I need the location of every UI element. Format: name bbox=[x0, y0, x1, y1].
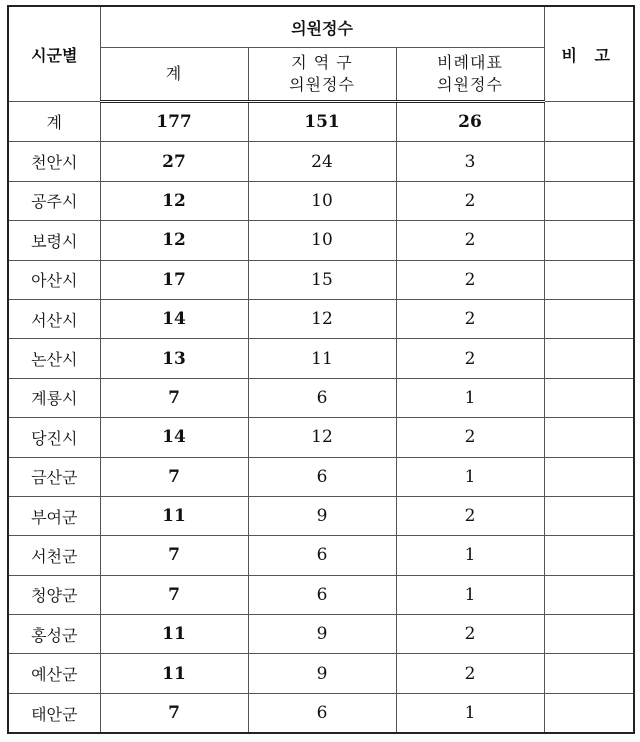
row-note bbox=[544, 654, 634, 693]
row-proportional: 2 bbox=[396, 181, 544, 220]
row-district: 15 bbox=[248, 260, 396, 299]
row-total: 7 bbox=[100, 378, 248, 417]
row-name: 서천군 bbox=[8, 536, 100, 575]
row-note bbox=[544, 142, 634, 181]
row-proportional: 2 bbox=[396, 654, 544, 693]
row-note bbox=[544, 339, 634, 378]
header-prop-line2: 의원정수 bbox=[437, 75, 503, 94]
row-proportional: 3 bbox=[396, 142, 544, 181]
row-total: 7 bbox=[100, 457, 248, 496]
header-proportional bbox=[396, 48, 544, 102]
table-row bbox=[8, 496, 634, 535]
row-proportional: 2 bbox=[396, 615, 544, 654]
row-district: 6 bbox=[248, 457, 396, 496]
row-district: 9 bbox=[248, 654, 396, 693]
row-proportional: 2 bbox=[396, 496, 544, 535]
header-district-line1: 지 역 구 bbox=[291, 53, 353, 72]
row-note bbox=[544, 536, 634, 575]
header-seat-group: 의원정수 bbox=[100, 6, 544, 48]
row-total: 11 bbox=[100, 615, 248, 654]
table-row bbox=[8, 693, 634, 733]
row-note bbox=[544, 496, 634, 535]
table-row bbox=[8, 299, 634, 338]
header-district-line2: 의원정수 bbox=[289, 75, 355, 94]
row-note bbox=[544, 378, 634, 417]
row-note bbox=[544, 615, 634, 654]
table-row bbox=[8, 575, 634, 614]
header-total: 계 bbox=[100, 48, 248, 102]
row-note bbox=[544, 181, 634, 220]
row-total: 27 bbox=[100, 142, 248, 181]
row-name: 청양군 bbox=[8, 575, 100, 614]
row-name: 천안시 bbox=[8, 142, 100, 181]
row-proportional: 1 bbox=[396, 457, 544, 496]
row-district: 11 bbox=[248, 339, 396, 378]
row-district: 12 bbox=[248, 418, 396, 457]
row-name: 보령시 bbox=[8, 221, 100, 260]
table-row bbox=[8, 339, 634, 378]
row-proportional: 26 bbox=[396, 102, 544, 142]
row-district: 6 bbox=[248, 575, 396, 614]
row-total: 7 bbox=[100, 575, 248, 614]
row-total: 14 bbox=[100, 299, 248, 338]
table-row bbox=[8, 536, 634, 575]
row-note bbox=[544, 299, 634, 338]
table-row bbox=[8, 260, 634, 299]
row-name: 계룡시 bbox=[8, 378, 100, 417]
row-name: 당진시 bbox=[8, 418, 100, 457]
table-row bbox=[8, 418, 634, 457]
row-name: 태안군 bbox=[8, 693, 100, 733]
row-name: 공주시 bbox=[8, 181, 100, 220]
table-row bbox=[8, 654, 634, 693]
row-district: 6 bbox=[248, 378, 396, 417]
table-row bbox=[8, 457, 634, 496]
council-seats-table bbox=[7, 5, 635, 734]
row-district: 151 bbox=[248, 102, 396, 142]
table-row bbox=[8, 181, 634, 220]
row-name: 아산시 bbox=[8, 260, 100, 299]
row-district: 10 bbox=[248, 181, 396, 220]
row-total: 12 bbox=[100, 221, 248, 260]
row-total: 13 bbox=[100, 339, 248, 378]
row-note bbox=[544, 693, 634, 733]
header-city: 시군별 bbox=[8, 6, 100, 102]
row-total: 12 bbox=[100, 181, 248, 220]
row-note bbox=[544, 418, 634, 457]
row-proportional: 2 bbox=[396, 299, 544, 338]
row-name: 서산시 bbox=[8, 299, 100, 338]
row-name: 계 bbox=[8, 102, 100, 142]
row-proportional: 2 bbox=[396, 221, 544, 260]
row-proportional: 1 bbox=[396, 693, 544, 733]
table-row bbox=[8, 615, 634, 654]
row-total: 7 bbox=[100, 536, 248, 575]
row-proportional: 1 bbox=[396, 536, 544, 575]
row-district: 9 bbox=[248, 496, 396, 535]
row-proportional: 2 bbox=[396, 260, 544, 299]
header-district bbox=[248, 48, 396, 102]
row-name: 부여군 bbox=[8, 496, 100, 535]
council-seats-table-container bbox=[7, 5, 635, 734]
row-name: 논산시 bbox=[8, 339, 100, 378]
row-proportional: 1 bbox=[396, 378, 544, 417]
row-district: 6 bbox=[248, 536, 396, 575]
table-row bbox=[8, 221, 634, 260]
row-total: 177 bbox=[100, 102, 248, 142]
row-name: 예산군 bbox=[8, 654, 100, 693]
row-total: 11 bbox=[100, 654, 248, 693]
row-total: 17 bbox=[100, 260, 248, 299]
row-proportional: 2 bbox=[396, 339, 544, 378]
row-note bbox=[544, 260, 634, 299]
row-total: 11 bbox=[100, 496, 248, 535]
row-name: 금산군 bbox=[8, 457, 100, 496]
row-note bbox=[544, 221, 634, 260]
row-total: 7 bbox=[100, 693, 248, 733]
row-note bbox=[544, 457, 634, 496]
row-total: 14 bbox=[100, 418, 248, 457]
row-name: 홍성군 bbox=[8, 615, 100, 654]
row-district: 10 bbox=[248, 221, 396, 260]
row-district: 9 bbox=[248, 615, 396, 654]
row-district: 12 bbox=[248, 299, 396, 338]
table-row bbox=[8, 378, 634, 417]
row-district: 24 bbox=[248, 142, 396, 181]
row-note bbox=[544, 575, 634, 614]
row-proportional: 1 bbox=[396, 575, 544, 614]
header-prop-line1: 비례대표 bbox=[437, 53, 503, 72]
header-note: 비 고 bbox=[544, 6, 634, 102]
table-row bbox=[8, 142, 634, 181]
row-note bbox=[544, 102, 634, 142]
row-district: 6 bbox=[248, 693, 396, 733]
table-row-total bbox=[8, 102, 634, 142]
row-proportional: 2 bbox=[396, 418, 544, 457]
